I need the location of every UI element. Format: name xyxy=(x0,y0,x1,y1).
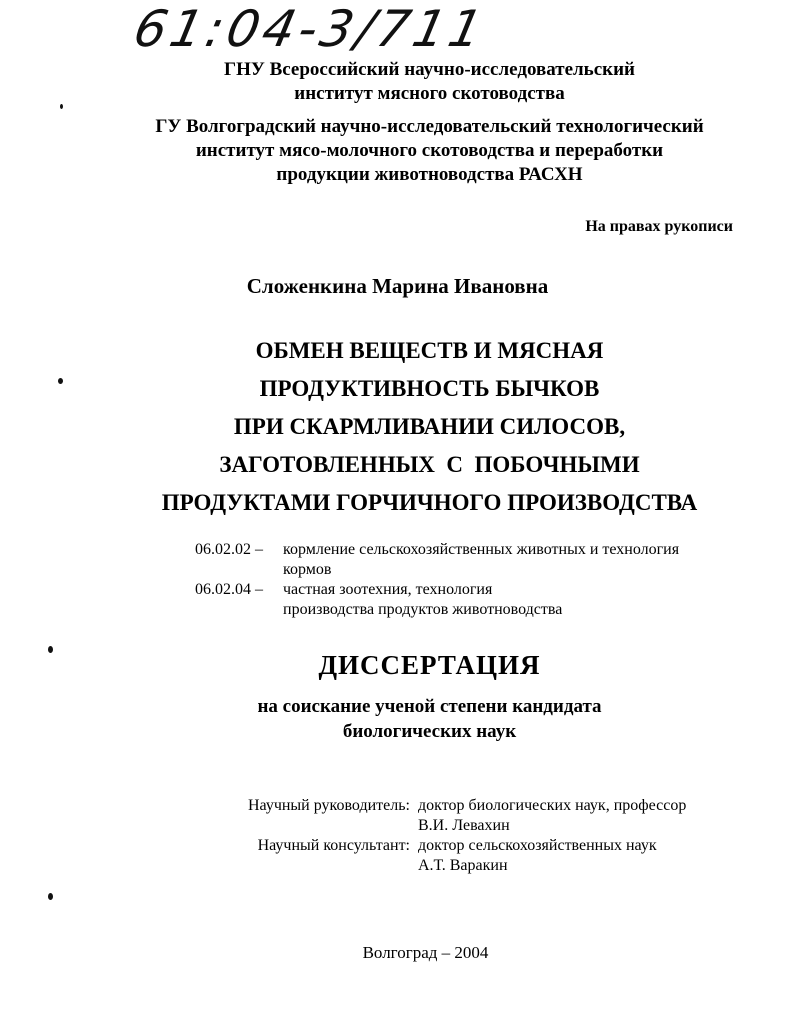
title-line2: ПРОДУКТИВНОСТЬ БЫЧКОВ xyxy=(259,376,600,401)
supervisor-row xyxy=(200,796,738,836)
supervisors-block xyxy=(200,796,738,876)
title-line4: ЗАГОТОВЛЕННЫХ С ПОБОЧНЫМИ xyxy=(219,452,640,477)
org1-line1: ГНУ Всероссийский научно-исследовательский xyxy=(224,59,635,80)
author-name: Сложенкина Марина Ивановна xyxy=(246,274,549,298)
supervisor-title: доктор биологических наук, профессор xyxy=(418,797,687,814)
supervisor-name: В.И. Левахин xyxy=(418,817,510,834)
degree-line2: биологических наук xyxy=(342,721,517,742)
consultant-name: А.Т. Варакин xyxy=(418,857,508,874)
title-line3: ПРИ СКАРМЛИВАНИИ СИЛОСОВ, xyxy=(233,414,626,439)
supervisor-role: Научный руководитель: xyxy=(247,797,410,814)
specialty-item xyxy=(195,540,755,580)
organization-1 xyxy=(30,58,799,106)
org2-line3: продукции животноводства РАСХН xyxy=(276,164,583,185)
specialty-text-cont: кормов xyxy=(283,561,332,578)
title-line5: ПРОДУКТАМИ ГОРЧИЧНОГО ПРОИЗВОДСТВА xyxy=(161,490,698,515)
specialty-text: кормление сельскохозяйственных животных и технология xyxy=(283,541,680,558)
degree-statement xyxy=(30,694,799,744)
org1-line2: институт мясного скотоводства xyxy=(294,83,565,104)
manuscript-rights-note: На правах рукописи xyxy=(585,218,733,235)
scan-speck xyxy=(48,893,53,900)
consultant-role: Научный консультант: xyxy=(257,837,410,854)
specialty-code: 06.02.04 – xyxy=(195,581,263,598)
scan-speck xyxy=(58,378,63,384)
title-line1: ОБМЕН ВЕЩЕСТВ И МЯСНАЯ xyxy=(255,338,604,363)
organization-2 xyxy=(30,115,799,187)
scan-speck xyxy=(48,646,53,653)
specialty-code: 06.02.02 – xyxy=(195,541,263,558)
org2-line1: ГУ Волгоградский научно-исследовательский технологический xyxy=(155,116,704,137)
specialty-text: частная зоотехния, технология xyxy=(283,581,493,598)
scan-speck xyxy=(60,104,63,109)
consultant-title: доктор сельскохозяйственных наук xyxy=(418,837,657,854)
org2-line2: институт мясо-молочного скотоводства и переработки xyxy=(195,140,664,161)
document-type: ДИССЕРТАЦИЯ xyxy=(318,650,541,680)
degree-line1: на соискание ученой степени кандидата xyxy=(257,696,602,717)
dissertation-title xyxy=(30,332,799,522)
specialty-text-cont: производства продуктов животноводства xyxy=(283,601,563,618)
specialties-list xyxy=(195,540,755,620)
specialty-item xyxy=(195,580,755,620)
consultant-row xyxy=(200,836,738,876)
city-year: Волгоград – 2004 xyxy=(362,943,489,962)
handwritten-archive-code: 61:04-3/711 xyxy=(128,0,492,58)
